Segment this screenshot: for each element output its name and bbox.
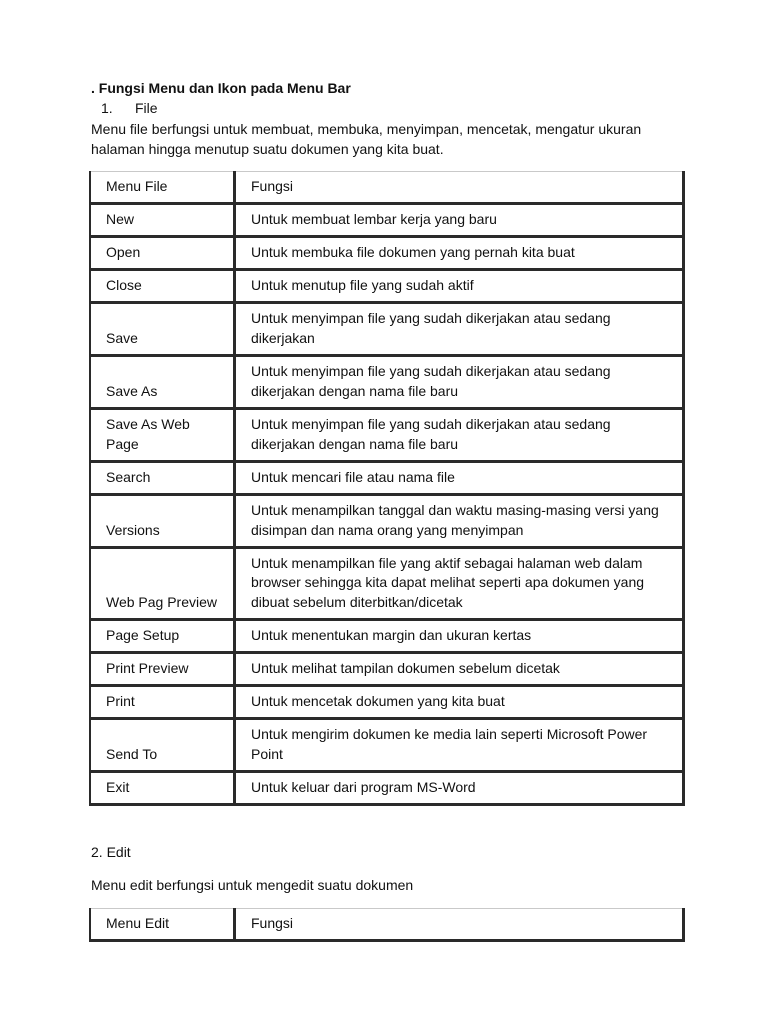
table-row [90,548,684,620]
fungsi-cell: Untuk mencari file atau nama file [235,462,684,495]
menu-cell: Send To [90,719,235,772]
fungsi-cell: Untuk mengirim dokumen ke media lain seperti Microsoft Power Point [235,719,684,772]
menu-cell: Web Pag Preview [90,548,235,620]
file-menu-table [89,171,685,806]
table-row [90,686,684,719]
menu-cell: Save As Web Page [90,409,235,462]
fungsi-cell: Untuk menentukan margin dan ukuran kertas [235,620,684,653]
fungsi-cell: Untuk menutup file yang sudah aktif [235,270,684,303]
edit-menu-table [89,908,685,942]
header-menu-cell: Menu File [90,172,235,204]
table-header-row [90,909,684,941]
menu-cell: Search [90,462,235,495]
page-title: . Fungsi Menu dan Ikon pada Menu Bar [91,80,351,96]
table-row [90,772,684,805]
table-row [90,620,684,653]
table-row [90,462,684,495]
menu-cell: Page Setup [90,620,235,653]
section-file-heading [101,100,158,116]
table-row [90,303,684,356]
table-row [90,204,684,237]
table-row [90,495,684,548]
section-edit-heading: 2. Edit [91,844,131,860]
fungsi-cell: Untuk mencetak dokumen yang kita buat [235,686,684,719]
fungsi-cell: Untuk menyimpan file yang sudah dikerjakan atau sedang dikerjakan dengan nama file baru [235,409,684,462]
menu-cell: Close [90,270,235,303]
table-row [90,270,684,303]
table-row [90,237,684,270]
menu-cell: Versions [90,495,235,548]
header-menu-cell: Menu Edit [90,909,235,941]
fungsi-cell: Untuk menyimpan file yang sudah dikerjakan atau sedang dikerjakan [235,303,684,356]
fungsi-cell: Untuk membuka file dokumen yang pernah kita buat [235,237,684,270]
fungsi-cell: Untuk menampilkan file yang aktif sebagai halaman web dalam browser sehingga kita dapat melihat seperti apa dokumen yang dibuat sebelum diterbitkan/dicetak [235,548,684,620]
menu-cell: Open [90,237,235,270]
header-fungsi-cell: Fungsi [235,909,684,941]
section-edit-description: Menu edit berfungsi untuk mengedit suatu dokumen [91,877,414,893]
section-file-label: File [135,100,158,116]
fungsi-cell: Untuk menyimpan file yang sudah dikerjakan atau sedang dikerjakan dengan nama file baru [235,356,684,409]
section-file-number: 1. [101,100,113,116]
header-fungsi-cell: Fungsi [235,172,684,204]
menu-cell: Exit [90,772,235,805]
fungsi-cell: Untuk membuat lembar kerja yang baru [235,204,684,237]
table-row [90,653,684,686]
fungsi-cell: Untuk keluar dari program MS-Word [235,772,684,805]
section-file-description: Menu file berfungsi untuk membuat, membuka, menyimpan, mencetak, mengatur ukuran halaman hingga menutup suatu dokumen yang kita buat. [91,121,642,157]
table-row [90,719,684,772]
fungsi-cell: Untuk melihat tampilan dokumen sebelum dicetak [235,653,684,686]
table-row [90,409,684,462]
menu-cell: Print Preview [90,653,235,686]
table-header-row [90,172,684,204]
fungsi-cell: Untuk menampilkan tanggal dan waktu masing-masing versi yang disimpan dan nama orang yang menyimpan [235,495,684,548]
menu-cell: Save [90,303,235,356]
menu-cell: New [90,204,235,237]
menu-cell: Save As [90,356,235,409]
menu-cell: Print [90,686,235,719]
table-row [90,356,684,409]
